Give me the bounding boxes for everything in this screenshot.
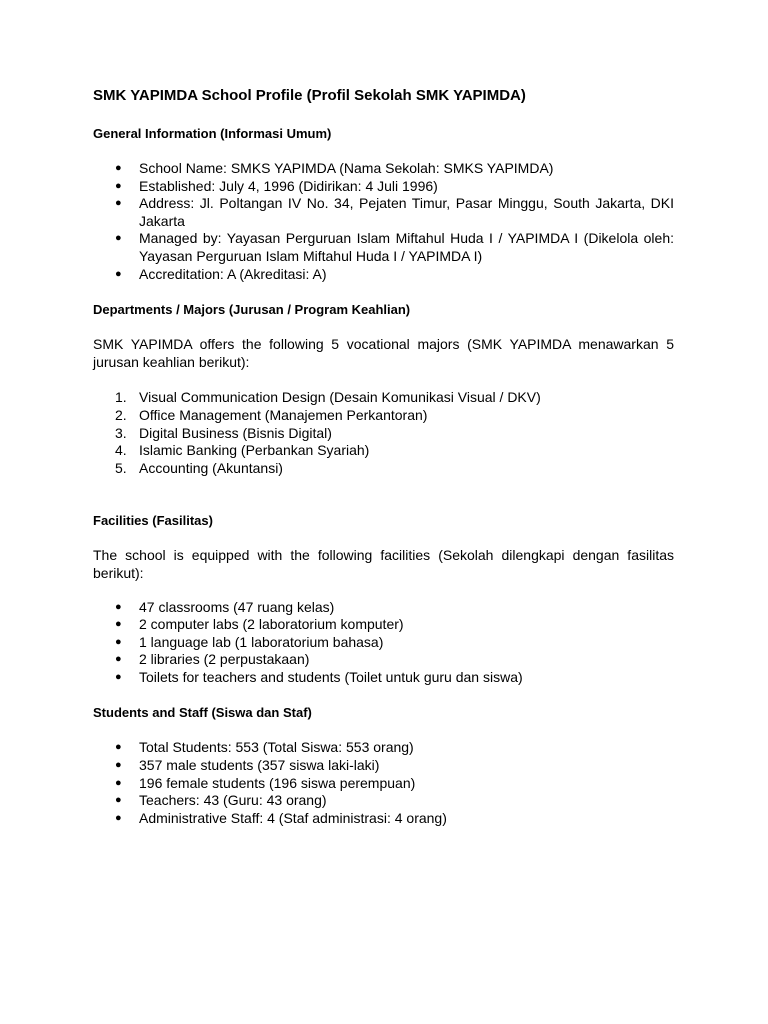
bullet-icon: ● xyxy=(115,197,122,210)
list-item: 1. Visual Communication Design (Desain Komunikasi Visual / DKV) xyxy=(115,389,541,406)
departments-intro: SMK YAPIMDA offers the following 5 vocational majors (SMK YAPIMDA menawarkan 5 jurusan keahlian berikut): xyxy=(93,336,674,370)
list-item: ● Accreditation: A (Akreditasi: A) xyxy=(115,265,327,282)
list-item: 4. Islamic Banking (Perbankan Syariah) xyxy=(115,442,370,459)
list-item: ● 196 female students (196 siswa perempuan) xyxy=(115,774,416,791)
list-item: 3. Digital Business (Bisnis Digital) xyxy=(115,424,332,441)
bullet-icon: ● xyxy=(115,618,122,631)
section-heading-students: Students and Staff (Siswa dan Staf) xyxy=(93,705,312,721)
list-number: 2. xyxy=(115,406,127,423)
list-item: ● 47 classrooms (47 ruang kelas) xyxy=(115,598,335,615)
bullet-icon: ● xyxy=(115,162,122,174)
bullet-icon: ● xyxy=(115,811,122,824)
list-item: ● 1 language lab (1 laboratorium bahasa) xyxy=(115,633,384,650)
list-item: ● 357 male students (357 siswa laki-laki) xyxy=(115,757,380,774)
students-list xyxy=(93,739,674,827)
section-heading-facilities: Facilities (Fasilitas) xyxy=(93,513,213,529)
section-heading-general: General Information (Informasi Umum) xyxy=(93,126,332,141)
list-number: 4. xyxy=(115,442,127,459)
bullet-icon: ● xyxy=(115,670,122,683)
list-number: 3. xyxy=(115,424,127,441)
bullet-icon: ● xyxy=(115,232,122,245)
bullet-icon: ● xyxy=(115,741,122,754)
list-item: ● School Name: SMKS YAPIMDA (Nama Sekolah: SMKS YAPIMDA) xyxy=(115,160,554,176)
list-item: ● Address: Jl. Poltangan IV No. 34, Pejaten Timur, Pasar Minggu, South Jakarta, DKI Jakarta xyxy=(115,195,674,229)
facilities-list xyxy=(93,599,674,687)
bullet-icon: ● xyxy=(115,267,122,280)
list-number: 1. xyxy=(115,389,127,406)
list-item: ● 2 libraries (2 perpustakaan) xyxy=(115,651,310,668)
departments-list xyxy=(93,389,674,477)
general-info-list xyxy=(93,160,674,283)
list-item: ● Total Students: 553 (Total Siswa: 553 orang) xyxy=(115,739,414,756)
list-item: ● Toilets for teachers and students (Toilet untuk guru dan siswa) xyxy=(115,668,523,685)
section-heading-departments: Departments / Majors (Jurusan / Program Keahlian) xyxy=(93,302,411,318)
bullet-icon: ● xyxy=(115,635,122,648)
facilities-intro: The school is equipped with the following facilities (Sekolah dilengkapi dengan fasilitas berikut): xyxy=(93,547,674,581)
bullet-icon: ● xyxy=(115,653,122,666)
document-title: SMK YAPIMDA School Profile (Profil Sekolah SMK YAPIMDA) xyxy=(93,87,526,104)
list-item: ● Administrative Staff: 4 (Staf administrasi: 4 orang) xyxy=(115,809,447,826)
bullet-icon: ● xyxy=(115,776,122,789)
list-item: 2. Office Management (Manajemen Perkantoran) xyxy=(115,406,428,423)
list-item: ● Managed by: Yayasan Perguruan Islam Miftahul Huda I / YAPIMDA I (Dikelola oleh: Yayasan Perguruan Islam Miftahul Huda I / YAPIMDA I) xyxy=(115,230,674,264)
list-item: ● Established: July 4, 1996 (Didirikan: 4 Juli 1996) xyxy=(115,177,438,194)
list-item: 5. Accounting (Akuntansi) xyxy=(115,459,283,476)
bullet-icon: ● xyxy=(115,179,122,192)
bullet-icon: ● xyxy=(115,794,122,807)
list-item: ● Teachers: 43 (Guru: 43 orang) xyxy=(115,792,327,809)
bullet-icon: ● xyxy=(115,759,122,772)
bullet-icon: ● xyxy=(115,600,122,613)
list-number: 5. xyxy=(115,459,127,476)
list-item: ● 2 computer labs (2 laboratorium komputer) xyxy=(115,616,404,633)
